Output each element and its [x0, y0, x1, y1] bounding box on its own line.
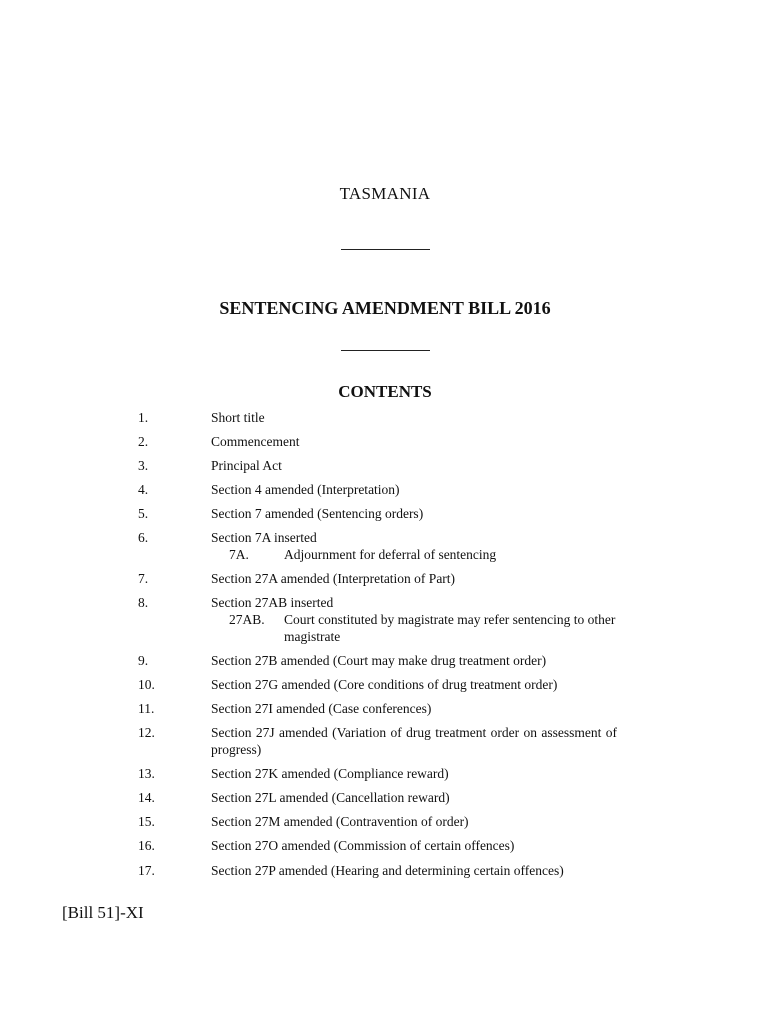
toc-entry-number: 15.	[138, 814, 155, 829]
toc-entry-title: Short title	[211, 410, 265, 425]
toc-subentry-number: 7A.	[229, 547, 249, 562]
toc-entry-number: 4.	[138, 482, 149, 497]
toc-entry-title: Section 27I amended (Case conferences)	[211, 701, 432, 716]
divider-rule	[341, 249, 430, 250]
jurisdiction-heading: TASMANIA	[339, 184, 431, 203]
toc-entry-title: Section 27L amended (Cancellation reward)	[211, 790, 450, 805]
toc-entry-title: Section 7 amended (Sentencing orders)	[211, 506, 424, 521]
toc-entry-title: Section 27O amended (Commission of certain offences)	[211, 838, 515, 853]
toc-entry-number: 1.	[138, 410, 149, 425]
toc-entry-number: 10.	[138, 677, 155, 692]
contents-heading: CONTENTS	[338, 382, 432, 401]
toc-entry-title: Section 27B amended (Court may make drug treatment order)	[211, 653, 547, 668]
toc-entry-number: 13.	[138, 766, 155, 781]
toc-subentry-title: Adjournment for deferral of sentencing	[284, 547, 497, 562]
toc-entry-number: 17.	[138, 863, 155, 878]
toc-entry-number: 11.	[138, 701, 155, 716]
toc-entry-title: Section 27P amended (Hearing and determining certain offences)	[211, 863, 564, 878]
toc-entry-number: 9.	[138, 653, 149, 668]
toc-subentry-title: Court constituted by magistrate may refer sentencing to other magistrate	[284, 612, 616, 644]
toc-entry-title: Section 27J amended (Variation of drug treatment order on assessment of progress)	[211, 725, 617, 757]
toc-entry-title: Section 27AB inserted	[211, 595, 334, 610]
toc-entry-number: 12.	[138, 725, 155, 740]
toc-entry-title: Commencement	[211, 434, 300, 449]
toc-entry-number: 8.	[138, 595, 149, 610]
toc-entry-number: 2.	[138, 434, 149, 449]
toc-entry-title: Section 7A inserted	[211, 530, 317, 545]
bill-title: SENTENCING AMENDMENT BILL 2016	[219, 298, 551, 318]
toc-entry-title: Section 27M amended (Contravention of order)	[211, 814, 469, 829]
toc-entry-number: 5.	[138, 506, 149, 521]
toc-entry-title: Section 27K amended (Compliance reward)	[211, 766, 449, 781]
toc-entry-number: 7.	[138, 571, 149, 586]
toc-entry-number: 16.	[138, 838, 155, 853]
toc-subentry-number: 27AB.	[229, 612, 265, 627]
toc-entry-title: Section 4 amended (Interpretation)	[211, 482, 400, 497]
toc-entry-number: 14.	[138, 790, 155, 805]
toc-entry-title: Section 27G amended (Core conditions of drug treatment order)	[211, 677, 558, 692]
bill-reference: [Bill 51]-XI	[62, 903, 144, 922]
toc-entry-title: Principal Act	[211, 458, 282, 473]
toc-entry-number: 3.	[138, 458, 149, 473]
toc-entry-title: Section 27A amended (Interpretation of Part)	[211, 571, 456, 586]
toc-entry-number: 6.	[138, 530, 149, 545]
divider-rule	[341, 350, 430, 351]
